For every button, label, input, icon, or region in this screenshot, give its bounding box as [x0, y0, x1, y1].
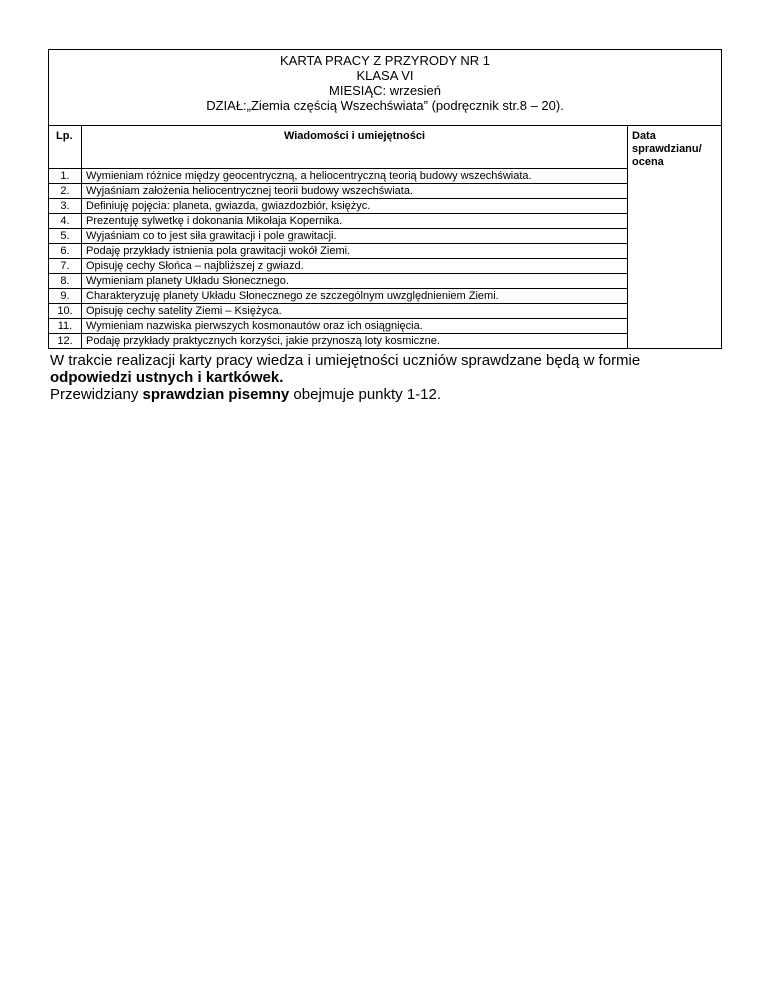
- row-number: 1.: [49, 169, 82, 184]
- table-row: [49, 184, 722, 199]
- footer-test-text-end: obejmuje punkty 1-12.: [289, 386, 442, 403]
- table-row: [49, 259, 722, 274]
- footer-test-bold: sprawdzian pisemny: [142, 386, 290, 403]
- row-text: Prezentuję sylwetkę i dokonania Mikołaja Kopernika.: [82, 214, 628, 229]
- date-header-line3: ocena: [632, 156, 664, 168]
- table-row: [49, 244, 722, 259]
- row-number: 11.: [49, 319, 82, 334]
- row-number: 4.: [49, 214, 82, 229]
- table-row: [49, 289, 722, 304]
- date-header-line1: Data: [632, 130, 656, 142]
- table-row: [49, 274, 722, 289]
- row-text: Podaję przykłady istnienia pola grawitacji wokół Ziemi.: [82, 244, 628, 259]
- table-row: [49, 304, 722, 319]
- row-text: Opisuję cechy Słońca – najbliższej z gwiazd.: [82, 259, 628, 274]
- table-row: [49, 229, 722, 244]
- header-title: KARTA PRACY Z PRZYRODY NR 1: [280, 53, 490, 68]
- table-row: [49, 199, 722, 214]
- row-text: Podaję przykłady praktycznych korzyści, jakie przynoszą loty kosmiczne.: [82, 334, 628, 349]
- footer-assessment-forms: odpowiedzi ustnych i kartkówek.: [50, 369, 284, 386]
- row-text: Wymieniam planety Układu Słonecznego.: [82, 274, 628, 289]
- column-header-date: [628, 126, 722, 349]
- row-number: 8.: [49, 274, 82, 289]
- row-text: Charakteryzuję planety Układu Słonecznego ze szczególnym uwzględnieniem Ziemi.: [82, 289, 628, 304]
- footer-test-text-start: Przewidziany: [50, 386, 143, 403]
- table-row: [49, 334, 722, 349]
- row-number: 9.: [49, 289, 82, 304]
- row-number: 12.: [49, 334, 82, 349]
- header-month: MIESIĄC: wrzesień: [329, 83, 441, 98]
- header-section: DZIAŁ:„Ziemia częścią Wszechświata” (podręcznik str.8 – 20).: [206, 98, 564, 113]
- row-number: 2.: [49, 184, 82, 199]
- row-text: Wymieniam różnice między geocentryczną, a heliocentryczną teorią budowy wszechświata.: [82, 169, 628, 184]
- footer-paragraph-1: [50, 352, 750, 386]
- footer-assessment-text: W trakcie realizacji karty pracy wiedza i umiejętności uczniów sprawdzane będą w formie: [50, 352, 641, 369]
- date-header-line2: sprawdzianu/: [632, 143, 702, 155]
- worksheet-header: [49, 50, 722, 126]
- row-text: Definiuję pojęcia: planeta, gwiazda, gwiazdozbiór, księżyc.: [82, 199, 628, 214]
- row-number: 7.: [49, 259, 82, 274]
- worksheet-table: [48, 49, 722, 349]
- table-row: [49, 319, 722, 334]
- column-header-content: Wiadomości i umiejętności: [82, 126, 628, 169]
- row-number: 5.: [49, 229, 82, 244]
- footer-paragraph-2: [50, 386, 750, 403]
- column-header-lp: Lp.: [49, 126, 82, 169]
- row-number: 10.: [49, 304, 82, 319]
- row-number: 3.: [49, 199, 82, 214]
- worksheet-footer: [50, 352, 750, 403]
- row-text: Opisuję cechy satelity Ziemi – Księżyca.: [82, 304, 628, 319]
- row-text: Wyjaśniam założenia heliocentrycznej teorii budowy wszechświata.: [82, 184, 628, 199]
- row-text: Wyjaśniam co to jest siła grawitacji i pole grawitacji.: [82, 229, 628, 244]
- table-row: [49, 214, 722, 229]
- row-number: 6.: [49, 244, 82, 259]
- row-text: Wymieniam nazwiska pierwszych kosmonautów oraz ich osiągnięcia.: [82, 319, 628, 334]
- table-row: [49, 169, 722, 184]
- header-class: KLASA VI: [356, 68, 414, 83]
